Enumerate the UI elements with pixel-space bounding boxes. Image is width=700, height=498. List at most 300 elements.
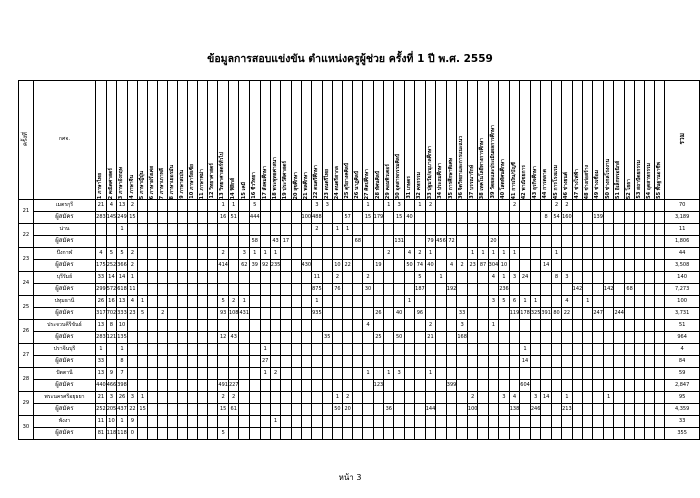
table-cell: 8	[551, 272, 561, 284]
table-cell	[394, 356, 405, 368]
table-cell	[624, 320, 634, 332]
row-province-name: ประจวบคีรีขันธ์	[33, 320, 95, 332]
table-cell	[436, 428, 447, 440]
row-total: 100	[665, 296, 700, 308]
table-cell: 3	[239, 248, 250, 260]
table-cell	[208, 248, 218, 260]
table-cell	[404, 200, 414, 212]
table-cell	[291, 236, 301, 248]
table-cell: 1	[270, 248, 281, 260]
table-cell	[291, 272, 301, 284]
table-cell	[332, 356, 342, 368]
table-cell: 333	[117, 308, 128, 320]
table-cell: 58	[250, 236, 261, 248]
table-cell: 1	[332, 392, 342, 404]
table-cell	[446, 332, 457, 344]
table-cell	[520, 200, 531, 212]
table-cell	[614, 296, 625, 308]
table-cell	[551, 320, 561, 332]
table-cell	[322, 224, 332, 236]
table-cell	[281, 296, 291, 308]
table-cell	[655, 308, 665, 320]
table-cell: 76	[332, 284, 342, 296]
table-cell	[384, 224, 394, 236]
row-province-name: บึงกาฬ	[33, 248, 95, 260]
table-cell	[270, 284, 281, 296]
table-cell	[415, 380, 426, 392]
table-cell	[250, 368, 261, 380]
table-row	[19, 380, 700, 392]
table-cell: 160	[562, 212, 573, 224]
table-cell	[158, 344, 168, 356]
row-province-name: พังงา	[33, 416, 95, 428]
page-title: ข้อมูลการสอบแข่งขัน ตำแหน่งครูผู้ช่วย ครั้งที่ 1 ปี พ.ศ. 2559	[207, 53, 493, 65]
table-cell	[436, 416, 447, 428]
table-cell	[137, 272, 147, 284]
table-cell	[614, 284, 625, 296]
table-cell	[520, 248, 531, 260]
table-cell	[137, 320, 147, 332]
table-cell	[530, 344, 541, 356]
table-cell	[446, 404, 457, 416]
table-cell: 68	[353, 236, 363, 248]
table-cell	[250, 284, 261, 296]
col-header-subject-24: 24 ดนตรีสากล	[332, 81, 342, 200]
row-number: 27	[19, 344, 34, 368]
table-cell	[415, 320, 426, 332]
table-cell	[270, 320, 281, 332]
table-cell	[603, 272, 614, 284]
table-cell	[583, 284, 593, 296]
table-cell	[270, 380, 281, 392]
table-cell	[583, 344, 593, 356]
table-cell	[645, 392, 655, 404]
table-cell	[655, 224, 665, 236]
table-cell	[551, 356, 561, 368]
table-cell	[158, 356, 168, 368]
row-subcategory-label: ผู้สมัคร	[33, 332, 95, 344]
table-cell	[158, 332, 168, 344]
col-header-subject-15: 15 เคมี	[239, 81, 250, 200]
table-cell	[148, 260, 158, 272]
table-cell	[281, 200, 291, 212]
table-cell	[404, 380, 414, 392]
table-cell	[467, 356, 478, 368]
table-cell: 6	[509, 296, 520, 308]
row-total: 70	[665, 200, 700, 212]
exam-data-table	[18, 80, 700, 440]
table-cell	[208, 332, 218, 344]
table-cell	[281, 428, 291, 440]
table-cell: 5	[415, 272, 426, 284]
table-cell	[499, 200, 510, 212]
table-cell	[415, 356, 426, 368]
table-cell	[425, 356, 436, 368]
table-cell	[572, 308, 583, 320]
table-cell: 1	[384, 200, 394, 212]
table-cell	[635, 404, 645, 416]
table-cell	[645, 296, 655, 308]
table-cell: 1	[551, 248, 561, 260]
table-cell	[614, 212, 625, 224]
table-cell	[415, 416, 426, 428]
table-cell	[404, 272, 414, 284]
table-cell	[239, 200, 250, 212]
table-cell	[593, 224, 604, 236]
table-cell	[178, 320, 188, 332]
table-cell: 1	[404, 296, 414, 308]
table-cell: 23	[467, 260, 478, 272]
table-cell	[614, 368, 625, 380]
table-cell	[250, 308, 261, 320]
table-cell	[624, 296, 634, 308]
table-cell	[425, 212, 436, 224]
table-cell	[281, 332, 291, 344]
row-province-name: พระนครศรีอยุธยา	[33, 392, 95, 404]
table-cell	[373, 320, 384, 332]
col-header-subject-12: 12 วิทยาศาสตร์	[208, 81, 218, 200]
table-cell: 142	[572, 284, 583, 296]
table-cell: 17	[281, 236, 291, 248]
table-cell	[425, 344, 436, 356]
col-header-subject-6: 6 ภาษาฝรั่งเศส	[148, 81, 158, 200]
table-cell	[301, 332, 312, 344]
table-cell	[281, 224, 291, 236]
table-cell	[239, 344, 250, 356]
table-cell	[228, 368, 239, 380]
table-cell	[373, 272, 384, 284]
table-cell	[291, 308, 301, 320]
table-cell	[168, 332, 178, 344]
table-cell	[312, 380, 323, 392]
table-cell	[353, 368, 363, 380]
table-cell	[270, 428, 281, 440]
table-cell	[208, 284, 218, 296]
table-cell	[168, 320, 178, 332]
table-cell: 5	[137, 308, 147, 320]
table-cell	[551, 260, 561, 272]
table-cell	[353, 392, 363, 404]
table-cell	[178, 296, 188, 308]
table-cell	[127, 344, 137, 356]
table-cell	[655, 332, 665, 344]
table-cell: 5	[106, 248, 117, 260]
table-cell	[541, 284, 552, 296]
table-cell	[353, 248, 363, 260]
table-cell: 304	[488, 260, 499, 272]
table-cell: 16	[218, 212, 229, 224]
table-cell	[551, 224, 561, 236]
table-cell	[457, 380, 468, 392]
table-cell	[106, 236, 117, 248]
table-cell	[260, 320, 270, 332]
table-cell: 2	[415, 248, 426, 260]
table-cell: 2	[509, 200, 520, 212]
table-cell	[270, 212, 281, 224]
col-header-subject-50: 50 ช่างกลโรงงาน	[603, 81, 614, 200]
row-total: 3,508	[665, 260, 700, 272]
table-cell	[645, 284, 655, 296]
table-cell	[394, 416, 405, 428]
table-cell: 1	[260, 344, 270, 356]
table-cell	[148, 248, 158, 260]
table-cell	[446, 224, 457, 236]
table-cell	[363, 380, 373, 392]
table-row	[19, 320, 700, 332]
table-cell: 8	[106, 320, 117, 332]
table-cell	[572, 272, 583, 284]
table-cell	[436, 368, 447, 380]
row-number: 23	[19, 248, 34, 272]
table-cell	[655, 200, 665, 212]
col-header-subject-29: 29 คอมพิวเตอร์	[384, 81, 394, 200]
table-cell	[178, 272, 188, 284]
table-cell: 2	[425, 200, 436, 212]
table-cell	[394, 344, 405, 356]
table-cell: 187	[415, 284, 426, 296]
table-cell	[373, 224, 384, 236]
table-cell	[218, 272, 229, 284]
table-cell: 325	[530, 308, 541, 320]
table-cell: 40	[394, 308, 405, 320]
table-cell: 1	[228, 200, 239, 212]
table-cell: 2	[218, 392, 229, 404]
table-cell	[208, 392, 218, 404]
table-cell: 24	[520, 272, 531, 284]
table-cell	[158, 404, 168, 416]
table-cell: 23	[127, 308, 137, 320]
table-cell	[425, 308, 436, 320]
col-header-subject-26: 26 นาฏศิลป์	[353, 81, 363, 200]
table-cell	[148, 332, 158, 344]
row-province-name: น่าน	[33, 224, 95, 236]
table-cell: 20	[488, 236, 499, 248]
table-cell	[239, 320, 250, 332]
table-cell: 135	[117, 332, 128, 344]
col-header-no: ครั้งที่	[19, 81, 34, 200]
table-cell	[353, 332, 363, 344]
table-cell	[260, 416, 270, 428]
table-cell	[198, 416, 208, 428]
table-cell	[137, 248, 147, 260]
table-cell	[228, 260, 239, 272]
table-cell	[415, 344, 426, 356]
table-cell	[373, 236, 384, 248]
table-cell	[208, 212, 218, 224]
table-cell: 618	[117, 284, 128, 296]
table-cell	[509, 212, 520, 224]
table-cell: 93	[218, 308, 229, 320]
table-cell	[624, 392, 634, 404]
table-cell	[373, 248, 384, 260]
table-cell	[530, 236, 541, 248]
table-cell	[148, 344, 158, 356]
table-cell: 43	[270, 236, 281, 248]
table-cell	[188, 320, 198, 332]
table-cell: 11	[127, 284, 137, 296]
table-cell	[178, 200, 188, 212]
table-cell	[198, 284, 208, 296]
table-cell: 119	[509, 308, 520, 320]
table-cell	[198, 308, 208, 320]
table-cell	[655, 368, 665, 380]
table-cell	[343, 248, 353, 260]
table-cell: 1	[478, 248, 488, 260]
table-cell	[425, 416, 436, 428]
table-cell	[332, 428, 342, 440]
table-cell	[168, 344, 178, 356]
table-cell	[188, 404, 198, 416]
table-cell	[353, 272, 363, 284]
row-total: 33	[665, 416, 700, 428]
table-cell	[353, 296, 363, 308]
table-cell	[603, 380, 614, 392]
table-cell	[281, 356, 291, 368]
table-cell	[270, 332, 281, 344]
table-cell: 4	[96, 248, 107, 260]
table-cell	[541, 332, 552, 344]
table-cell	[384, 212, 394, 224]
table-cell	[343, 284, 353, 296]
table-cell: 3	[488, 296, 499, 308]
table-cell	[562, 320, 573, 332]
table-cell	[436, 356, 447, 368]
table-cell	[478, 428, 488, 440]
row-subcategory-label: ผู้สมัคร	[33, 308, 95, 320]
table-cell	[467, 368, 478, 380]
table-cell	[208, 404, 218, 416]
table-cell	[218, 368, 229, 380]
table-cell	[530, 248, 541, 260]
table-cell	[394, 296, 405, 308]
table-cell	[363, 344, 373, 356]
table-cell	[270, 392, 281, 404]
table-cell	[551, 380, 561, 392]
table-cell	[148, 284, 158, 296]
table-cell: 1	[137, 392, 147, 404]
table-cell	[551, 296, 561, 308]
table-cell	[488, 428, 499, 440]
row-number: 26	[19, 320, 34, 344]
table-cell	[270, 356, 281, 368]
table-cell	[137, 380, 147, 392]
table-cell	[593, 392, 604, 404]
table-cell: 3	[322, 200, 332, 212]
table-cell	[168, 296, 178, 308]
table-cell	[168, 356, 178, 368]
table-cell	[593, 332, 604, 344]
table-cell	[228, 344, 239, 356]
table-cell	[541, 224, 552, 236]
table-cell	[614, 260, 625, 272]
row-total: 4,359	[665, 404, 700, 416]
table-cell	[270, 272, 281, 284]
table-cell	[168, 380, 178, 392]
table-cell	[499, 320, 510, 332]
table-cell	[332, 236, 342, 248]
table-cell	[384, 380, 394, 392]
table-cell	[624, 428, 634, 440]
table-cell	[624, 380, 634, 392]
table-cell	[281, 260, 291, 272]
table-cell	[239, 212, 250, 224]
row-total: 59	[665, 368, 700, 380]
table-cell	[343, 332, 353, 344]
table-cell	[446, 392, 457, 404]
table-cell	[178, 308, 188, 320]
table-cell	[457, 428, 468, 440]
table-cell	[158, 320, 168, 332]
col-header-subject-52: 52 โยธา	[624, 81, 634, 200]
table-cell: 1	[384, 368, 394, 380]
table-cell: 22	[343, 260, 353, 272]
table-cell	[291, 428, 301, 440]
table-cell	[655, 356, 665, 368]
table-cell	[551, 392, 561, 404]
table-cell: 1	[343, 224, 353, 236]
table-cell	[614, 332, 625, 344]
table-cell	[593, 320, 604, 332]
table-cell	[291, 368, 301, 380]
table-cell: 142	[603, 284, 614, 296]
table-cell: 9	[106, 368, 117, 380]
table-cell	[593, 296, 604, 308]
table-cell	[353, 260, 363, 272]
col-header-subject-16: 16 ชีววิทยา	[250, 81, 261, 200]
table-cell	[499, 380, 510, 392]
table-cell	[148, 224, 158, 236]
table-cell	[415, 428, 426, 440]
col-header-subject-1: 1 ภาษาไทย	[96, 81, 107, 200]
table-cell	[260, 284, 270, 296]
table-cell	[655, 344, 665, 356]
table-cell: 26	[117, 392, 128, 404]
table-cell	[127, 320, 137, 332]
table-cell	[168, 224, 178, 236]
table-cell	[530, 284, 541, 296]
table-cell	[208, 200, 218, 212]
table-cell	[614, 224, 625, 236]
table-cell	[281, 344, 291, 356]
table-cell	[541, 320, 552, 332]
table-cell	[499, 428, 510, 440]
table-cell	[188, 248, 198, 260]
table-cell	[394, 260, 405, 272]
col-header-subject-37: 37 บรรณารักษ์	[467, 81, 478, 200]
table-cell	[188, 284, 198, 296]
table-cell	[436, 224, 447, 236]
table-cell	[635, 200, 645, 212]
row-total: 7,273	[665, 284, 700, 296]
table-cell	[188, 428, 198, 440]
table-cell	[228, 272, 239, 284]
table-cell	[322, 356, 332, 368]
table-cell: 81	[96, 428, 107, 440]
table-cell	[551, 236, 561, 248]
table-row	[19, 296, 700, 308]
table-cell	[655, 260, 665, 272]
table-cell	[645, 344, 655, 356]
table-cell	[312, 320, 323, 332]
table-cell	[158, 380, 168, 392]
table-cell	[178, 404, 188, 416]
table-cell	[467, 296, 478, 308]
table-cell: 2	[127, 200, 137, 212]
table-cell	[198, 296, 208, 308]
table-cell: 1	[562, 392, 573, 404]
table-cell	[436, 332, 447, 344]
table-cell	[188, 332, 198, 344]
